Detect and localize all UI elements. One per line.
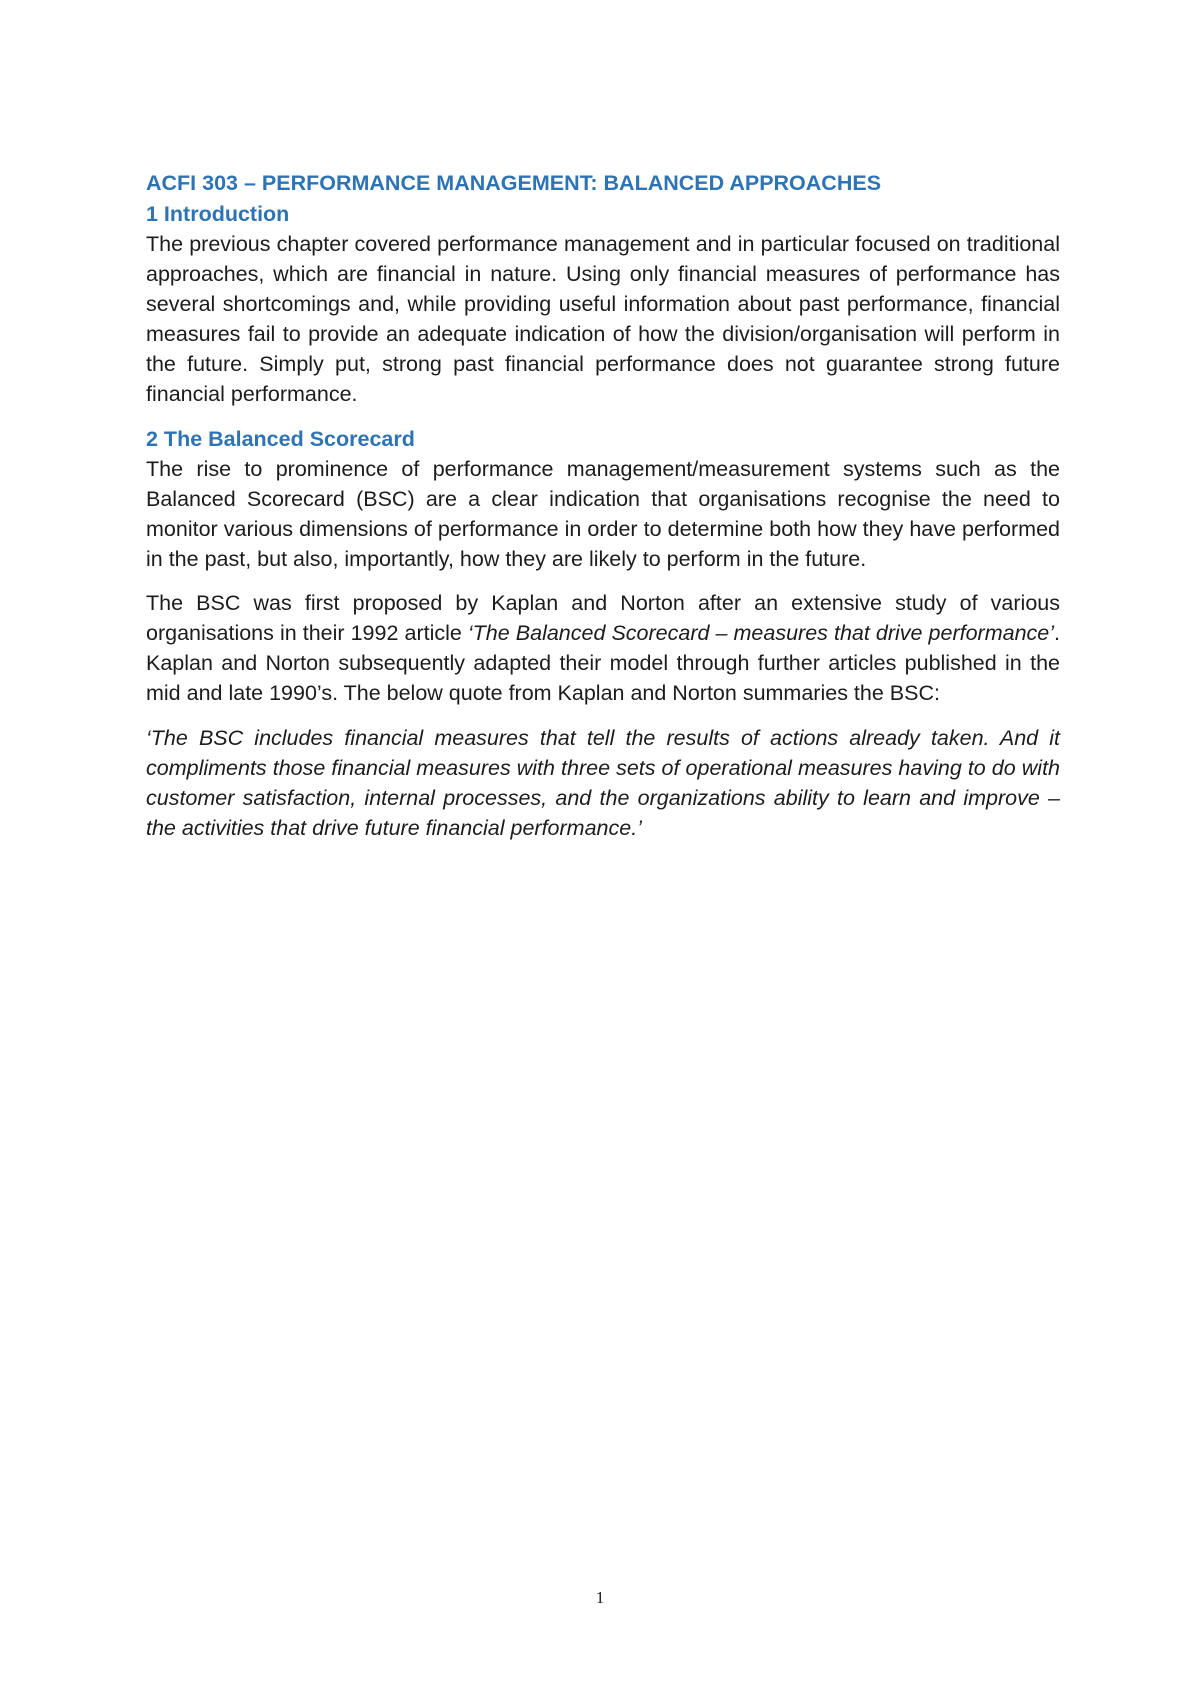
- introduction-paragraph: The previous chapter covered performance management and in particular focused on traditional approaches, which are financial in nature. Using only financial measures of performance has several shortcomings and, while providing useful information about past performance, financial measures fail to provide an adequate indication of how the division/organisation will perform in the future. Simply put, strong past financial performance does not guarantee strong future financial performance.: [146, 232, 1060, 406]
- page-content: [146, 168, 1060, 843]
- bsc-history-paragraph: [146, 588, 1060, 708]
- section-heading-balanced-scorecard: 2 The Balanced Scorecard: [146, 427, 415, 451]
- document-title: ACFI 303 – PERFORMANCE MANAGEMENT: BALANCED APPROACHES: [146, 171, 882, 195]
- section-heading-introduction: 1 Introduction: [146, 202, 290, 226]
- bsc-overview-paragraph: The rise to prominence of performance management/measurement systems such as the Balanced Scorecard (BSC) are a clear indication that organisations recognise the need to monitor various dimensions of performance in order to determine both how they have performed in the past, but also, importantly, how they are likely to perform in the future.: [146, 457, 1060, 571]
- bsc-history-text-after: . Kaplan and Norton subsequently adapted their model through further articles published in the mid and late 1990’s. The below quote from Kaplan and Norton summaries the BSC:: [146, 621, 1060, 705]
- page-number: 1: [595, 1588, 605, 1607]
- kaplan-norton-quote: ‘The BSC includes financial measures that tell the results of actions already taken. And it compliments those financial measures with three sets of operational measures having to do with customer satisfaction, internal processes, and the organizations ability to learn and improve – the activities that drive future financial performance.’: [146, 726, 1060, 840]
- article-title: ‘The Balanced Scorecard – measures that drive performance’: [467, 621, 1055, 645]
- bsc-history-text-before: The BSC was first proposed by Kaplan and Norton after an extensive study of various organisations in their 1992 article: [146, 591, 1060, 645]
